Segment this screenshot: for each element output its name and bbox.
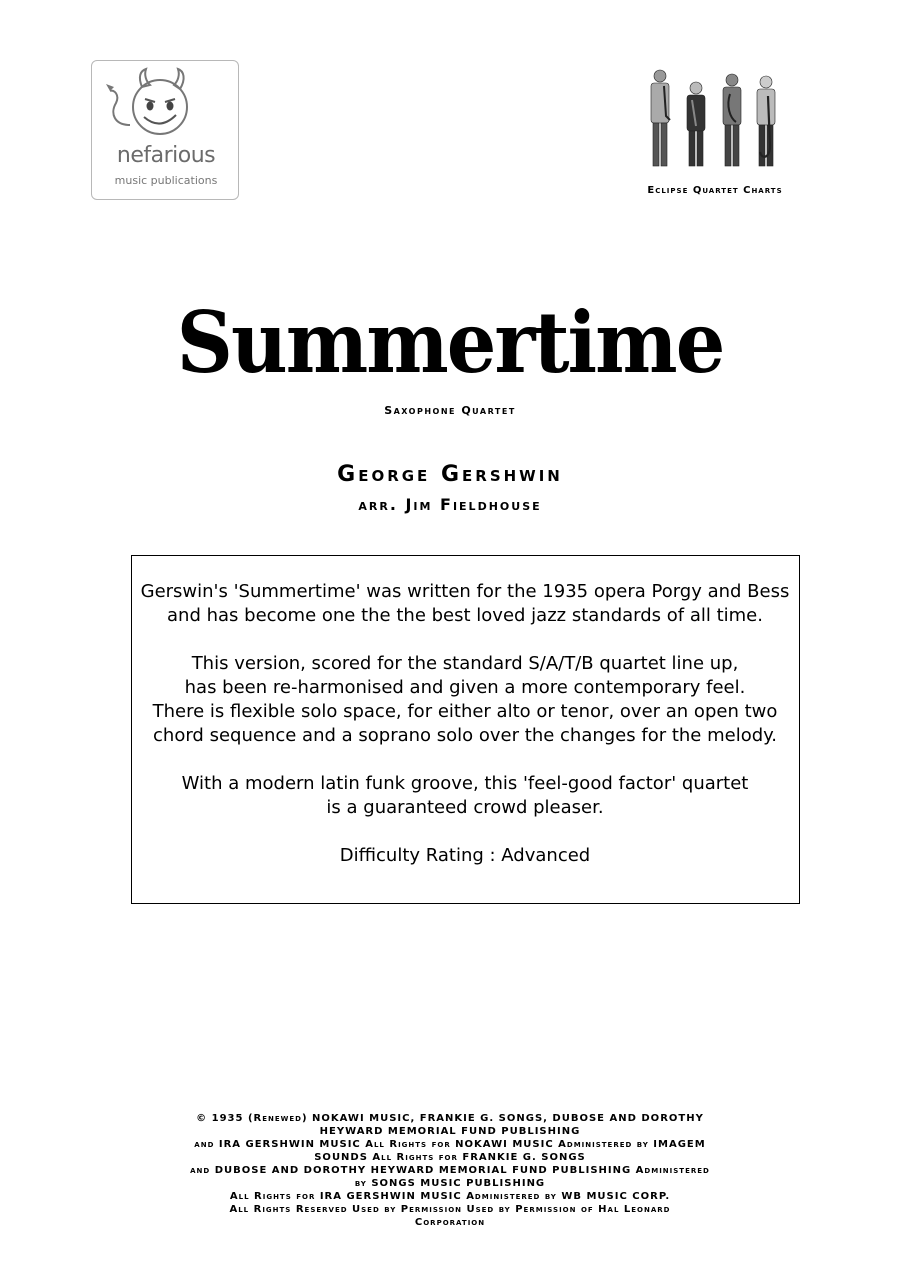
description-paragraph-3 <box>132 772 798 820</box>
page-title: Summertime <box>176 294 724 393</box>
copyright-line: and IRA GERSHWIN MUSIC All Rights for NOKAWI MUSIC Administered by IMAGEM <box>194 1139 706 1150</box>
instrumentation: Saxophone Quartet <box>384 404 516 417</box>
devil-mascot-icon <box>100 67 232 147</box>
copyright-line: All Rights for IRA GERSHWIN MUSIC Administered by WB MUSIC CORP. <box>229 1191 671 1202</box>
composer: George Gershwin <box>337 462 563 487</box>
description-line: chord sequence and a soprano solo over the changes for the melody. <box>153 725 777 746</box>
difficulty-text: Difficulty Rating : Advanced <box>339 845 591 866</box>
arranger: arr. Jim Fieldhouse <box>358 495 542 514</box>
description-line: is a guaranteed crowd pleaser. <box>326 797 604 818</box>
copyright-line: by SONGS MUSIC PUBLISHING <box>354 1178 546 1189</box>
difficulty-rating <box>132 844 798 868</box>
description-line: and has become one the the best loved jazz standards of all time. <box>167 605 763 626</box>
description-line: This version, scored for the standard S/A/T/B quartet line up, <box>191 653 739 674</box>
copyright-line: Corporation <box>414 1217 486 1228</box>
publisher-logo <box>91 60 239 200</box>
band-caption: Eclipse Quartet Charts <box>647 185 783 196</box>
description-line: has been re-harmonised and given a more contemporary feel. <box>184 677 746 698</box>
copyright-line: © 1935 (Renewed) NOKAWI MUSIC, FRANKIE G. SONGS, DUBOSE AND DOROTHY <box>196 1113 704 1124</box>
band-photo <box>640 66 790 170</box>
logo-subtitle: music publications <box>114 174 218 187</box>
logo-wordmark: nefarious <box>116 143 216 168</box>
description-line: Gerswin's 'Summertime' was written for the 1935 opera Porgy and Bess <box>140 581 790 602</box>
copyright-line: SOUNDS All Rights for FRANKIE G. SONGS <box>314 1152 586 1163</box>
description-paragraph-1 <box>132 580 798 628</box>
description-line: With a modern latin funk groove, this 'feel-good factor' quartet <box>181 773 749 794</box>
copyright-notice <box>0 1112 900 1229</box>
description-line: There is flexible solo space, for either alto or tenor, over an open two <box>152 701 778 722</box>
copyright-line: and DUBOSE AND DOROTHY HEYWARD MEMORIAL FUND PUBLISHING Administered <box>190 1165 710 1176</box>
copyright-line: HEYWARD MEMORIAL FUND PUBLISHING <box>319 1126 581 1137</box>
description-paragraph-2 <box>132 652 798 748</box>
copyright-line: All Rights Reserved Used by Permission Used by Permission of Hal Leonard <box>229 1204 671 1215</box>
description-box <box>131 555 800 904</box>
